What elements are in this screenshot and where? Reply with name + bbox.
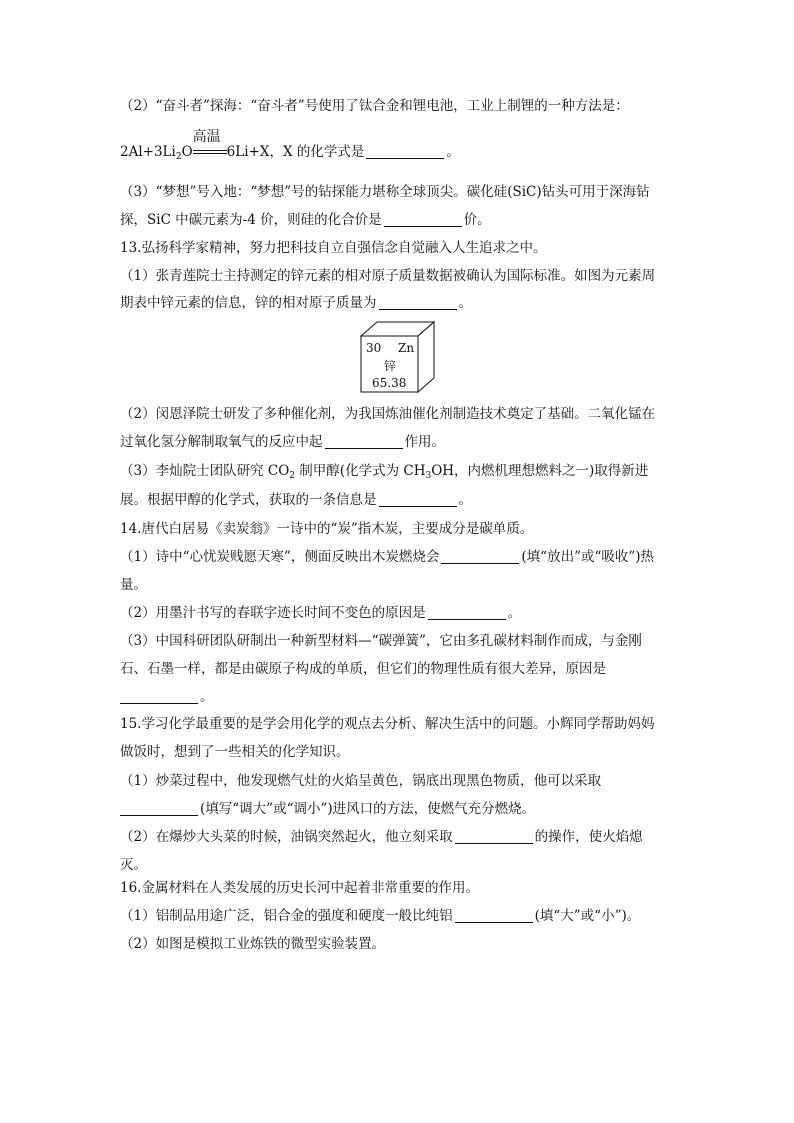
equation-left-tail: O [181, 144, 193, 160]
atomic-mass: 65.38 [372, 376, 407, 390]
q16-part2: （2）如图是模拟工业炼铁的微型实验装置。 [120, 936, 386, 952]
q14-stem: 14.唐代白居易《卖炭翁》一诗中的“炭”指木炭，主要成分是碳单质。 [120, 521, 534, 537]
answer-blank[interactable] [455, 829, 533, 844]
answer-blank[interactable] [325, 434, 403, 449]
q13-part3-text-c: OH，内燃机理想燃料之一)取得新进 [431, 463, 649, 479]
q13-part2-line2 [120, 432, 445, 452]
answer-blank[interactable] [379, 295, 457, 310]
answer-blank[interactable] [366, 144, 444, 159]
reaction-condition: 高温 [192, 128, 221, 145]
answer-blank[interactable] [384, 212, 462, 227]
equation-right: 6Li+X，X 的化学式是 [226, 144, 365, 160]
q13-part1-line1: （1）张青莲院士主持测定的锌元素的相对原子质量数据被确认为国际标准。如图为元素周 [120, 268, 656, 284]
q14-part1-text: （1）诗中“心忧炭贱愿天寒”，侧面反映出木炭燃烧会 [120, 549, 440, 565]
q14-part3-line2: 石、石墨一样，都是由碳原子构成的单质，但它们的物理性质有很大差异，原因是 [120, 661, 606, 677]
zinc-element-tile [358, 320, 438, 396]
q13-part3-text-b: 制甲醇(化学式为 CH [295, 463, 426, 479]
q12-part2-line1: （2）“奋斗者”探海：“奋斗者”号使用了钛合金和锂电池，工业上制锂的一种方法是： [120, 98, 629, 114]
q15-part1-line2 [120, 799, 535, 819]
q13-part3-text-d: 展。根据甲醇的化学式，获取的一条信息是 [120, 492, 377, 508]
q15-part2-line1 [120, 827, 643, 847]
q16-stem: 16.金属材料在人类发展的历史长河中起着非常重要的作用。 [120, 880, 479, 896]
q16-part1-hint: (填“大”或“小”)。 [534, 908, 641, 924]
q14-part2-text: （2）用墨汁书写的春联字迹长时间不变色的原因是 [120, 605, 426, 621]
element-name: 锌 [384, 359, 397, 373]
q15-stem-line2: 做饭时，想到了一些相关的化学知识。 [120, 744, 350, 760]
q13-part1-line2 [120, 293, 472, 313]
answer-blank[interactable] [455, 908, 533, 923]
q13-part1-tail: 。 [458, 295, 472, 311]
q12-part3-tail: 价。 [463, 212, 491, 228]
q13-part2-text: 过氧化氢分解制取氧气的反应中起 [120, 434, 323, 450]
q13-part2-line1: （2）闵恩泽院士研发了多种催化剂，为我国炼油催化剂制造技术奠定了基础。二氧化锰在 [120, 406, 656, 422]
q14-part2-tail: 。 [507, 605, 522, 621]
q13-part3-text-a: （3）李灿院士团队研究 CO [120, 463, 290, 479]
q12-part3-line1: （3）“梦想”号入地：“梦想”号的钻探能力堪称全球顶尖。碳化硅(SiC)钻头可用于深海钻 [120, 184, 650, 200]
q13-part3-line2 [120, 490, 472, 510]
q14-part3-line3 [120, 687, 214, 707]
q15-part1-line1: （1）炒菜过程中，他发现燃气灶的火焰呈黄色，锅底出现黑色物质，他可以采取 [120, 773, 602, 789]
q14-part1-hint: (填“放出”或“吸收”)热 [521, 549, 655, 565]
q15-part2-text: （2）在爆炒大头菜的时候，油锅突然起火，他立刻采取 [120, 829, 453, 845]
co2-subscript: 2 [289, 471, 296, 481]
q15-part2-line2: 灭。 [120, 857, 147, 873]
equation-end: 。 [446, 144, 460, 160]
ch3-subscript: 3 [425, 471, 432, 481]
answer-blank[interactable] [428, 605, 506, 620]
q14-part3-tail: 。 [200, 689, 214, 705]
equation-left-subscript: 2 [175, 152, 182, 162]
q12-part3-line2 [120, 210, 491, 230]
answer-blank[interactable] [120, 801, 198, 816]
q14-part1-line1 [120, 547, 654, 567]
atomic-number: 30 [366, 341, 382, 355]
reaction-condition-arrow [192, 128, 227, 163]
q13-stem: 13.弘扬科学家精神，努力把科技自立自强信念自觉融入人生追求之中。 [120, 240, 547, 256]
q13-part3-tail: 。 [458, 492, 472, 508]
q13-part3-line1 [120, 461, 648, 486]
equation-left: 2Al+3Li [120, 144, 176, 160]
answer-blank[interactable] [120, 689, 198, 704]
answer-blank[interactable] [379, 492, 457, 507]
q15-stem-line1: 15.学习化学最重要的是学会用化学的观点去分析、解决生活中的问题。小辉同学帮助妈妈 [120, 716, 655, 732]
q15-part1-hint: (填写“调大”或“调小”)进风口的方法，使燃气充分燃烧。 [200, 801, 536, 817]
q14-part1-line2: 量。 [120, 577, 147, 593]
answer-blank[interactable] [441, 549, 519, 564]
q12-part3-text: 探，SiC 中碳元素为-4 价，则硅的化合价是 [120, 212, 382, 228]
q13-part2-tail: 作用。 [404, 434, 445, 450]
q16-part1 [120, 906, 640, 926]
q13-part1-text: 期表中锌元素的信息，锌的相对原子质量为 [120, 295, 377, 311]
q16-part1-text: （1）铝制品用途广泛，铝合金的强度和硬度一般比纯铝 [120, 908, 453, 924]
q14-part3-line1: （3）中国科研团队研制出一种新型材料—“碳弹簧”，它由多孔碳材料制作而成，与金刚 [120, 633, 642, 649]
element-symbol: Zn [398, 341, 415, 355]
q14-part2 [120, 603, 521, 623]
q15-part2-tail: 的操作，使火焰熄 [534, 829, 643, 845]
q12-equation-line [120, 128, 460, 167]
